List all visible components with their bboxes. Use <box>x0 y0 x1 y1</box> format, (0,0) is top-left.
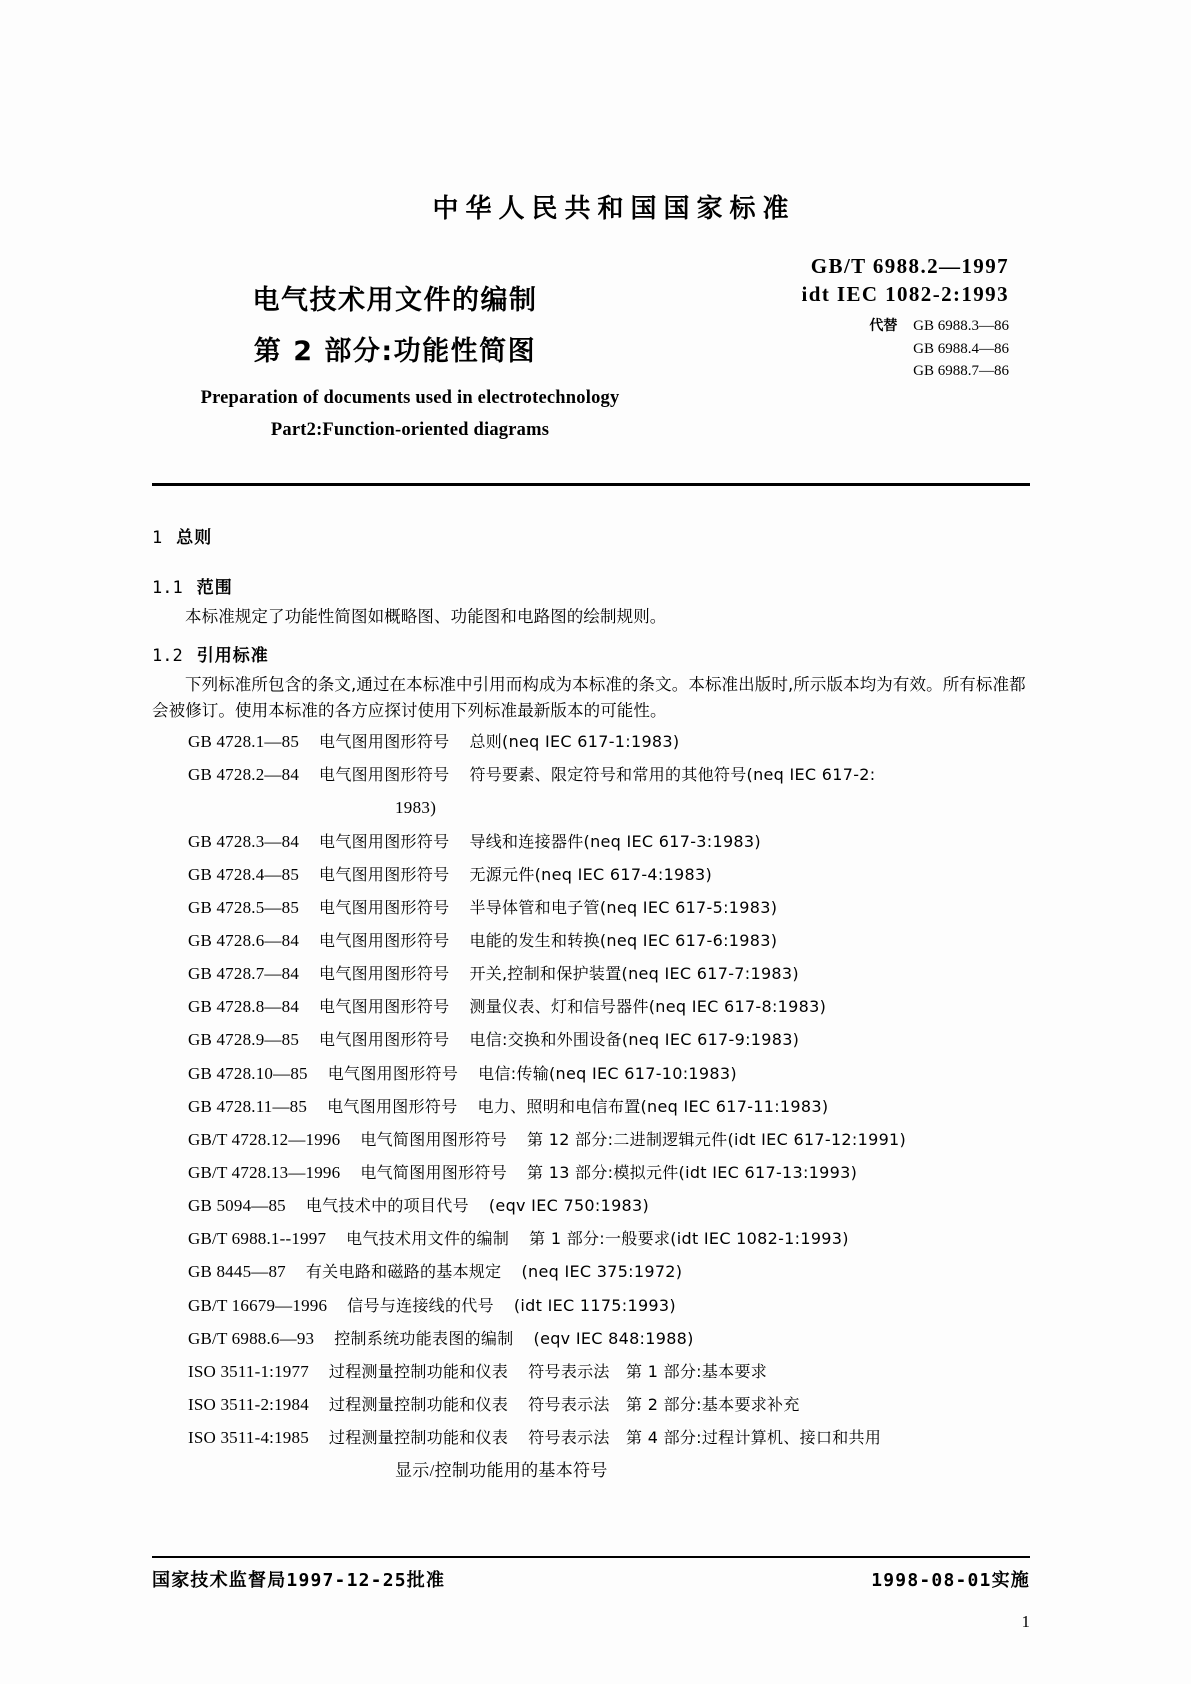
approval-date: 1997-12-25 <box>286 1570 407 1591</box>
reference-title-zh: 信号与连接线的代号 <box>347 1295 494 1315</box>
reference-code: GB 4728.1—85 <box>188 732 300 752</box>
clause-1-2-text: 下列标准所包含的条文,通过在本标准中引用而构成为本标准的条文。本标准出版时,所示版本均为有效。所有标准都会被修订。使用本标准的各方应探讨使用下列标准最新版本的可能性。 <box>152 674 1026 721</box>
reference-code: GB/T 6988.1--1997 <box>188 1229 327 1249</box>
standard-number-block <box>802 253 1009 309</box>
reference-continuation: 显示/控制功能用的基本符号 <box>395 1461 608 1481</box>
reference-item <box>152 825 1030 858</box>
reference-item <box>152 725 1030 758</box>
reference-title-zh: 电气图用图形符号 <box>319 897 450 917</box>
clause-1-heading <box>152 523 1030 548</box>
clause-1-title: 总则 <box>176 528 213 548</box>
reference-code: ISO 3511-4:1985 <box>188 1428 309 1448</box>
reference-title-zh: 电气图用图形符号 <box>319 831 450 851</box>
reference-item <box>152 891 1030 924</box>
reference-item <box>152 1255 1030 1288</box>
reference-code: GB/T 4728.12—1996 <box>188 1129 341 1149</box>
replaces-label: 代替 <box>869 318 898 334</box>
reference-title-zh: 电气简图用图形符号 <box>360 1162 508 1182</box>
clause-1-1-number: 1.1 <box>152 578 183 598</box>
reference-item <box>152 957 1030 990</box>
standard-number: GB/T 6988.2—1997 <box>810 254 1009 278</box>
effective-info <box>871 1566 1030 1592</box>
reference-item <box>152 1090 1030 1123</box>
reference-description: 第 13 部分:模拟元件(idt IEC 617-13:1993) <box>527 1162 858 1182</box>
reference-item <box>152 1322 1030 1355</box>
reference-code: GB 4728.10—85 <box>188 1063 308 1083</box>
reference-code: GB 4728.4—85 <box>188 864 300 884</box>
replaces-block <box>869 315 1009 383</box>
reference-title-zh: 过程测量控制功能和仪表 <box>328 1428 509 1448</box>
reference-code: GB 4728.11—85 <box>188 1096 308 1116</box>
reference-item <box>152 1388 1030 1421</box>
document-body <box>152 505 1030 1487</box>
reference-continuation: 1983) <box>395 798 437 818</box>
reference-item <box>152 1421 1030 1454</box>
clause-1-1-text: 本标准规定了功能性简图如概略图、功能图和电路图的绘制规则。 <box>185 607 667 626</box>
reference-item <box>152 1289 1030 1322</box>
reference-description: 电信:交换和外围设备(neq IEC 617-9:1983) <box>469 1030 800 1050</box>
replaces-item-2: GB 6988.7—86 <box>913 363 1009 379</box>
reference-description: 电能的发生和转换(neq IEC 617-6:1983) <box>469 931 778 950</box>
effective-suffix: 实施 <box>991 1570 1030 1591</box>
reference-title-zh: 电气图用图形符号 <box>319 1030 450 1050</box>
national-standard-title: 中华人民共和国国家标准 <box>432 194 796 224</box>
reference-description: 符号表示法 第 2 部分:基本要求补充 <box>528 1394 800 1414</box>
english-subtitle: Part2:Function-oriented diagrams <box>270 420 550 440</box>
reference-code: GB 4728.8—84 <box>188 997 300 1017</box>
reference-title-zh: 有关电路和磁路的基本规定 <box>305 1262 502 1282</box>
reference-code: ISO 3511-2:1984 <box>188 1394 309 1414</box>
reference-description: (eqv IEC 848:1988) <box>533 1328 694 1348</box>
reference-code: GB/T 6988.6—93 <box>188 1328 315 1348</box>
reference-code: GB/T 16679—1996 <box>188 1295 328 1315</box>
header-divider-rule <box>152 483 1030 486</box>
reference-description: 第 12 部分:二进制逻辑元件(idt IEC 617-12:1991) <box>527 1129 907 1149</box>
reference-title-zh: 过程测量控制功能和仪表 <box>328 1394 509 1414</box>
reference-description: 导线和连接器件(neq IEC 617-3:1983) <box>469 831 761 851</box>
footer-divider-rule <box>152 1556 1030 1558</box>
reference-description: 电信:传输(neq IEC 617-10:1983) <box>478 1063 737 1083</box>
reference-description: 符号表示法 第 1 部分:基本要求 <box>528 1361 768 1381</box>
reference-title-zh: 过程测量控制功能和仪表 <box>328 1361 509 1381</box>
clause-1-1-title: 范围 <box>196 578 233 598</box>
replaces-row-1 <box>869 338 1009 361</box>
reference-title-zh: 控制系统功能表图的编制 <box>334 1328 514 1348</box>
replaces-row-2 <box>869 360 1009 383</box>
reference-title-zh: 电气技术中的项目代号 <box>305 1196 469 1216</box>
clause-1-1-heading <box>152 573 1030 598</box>
reference-code: GB 4728.3—84 <box>188 831 300 851</box>
effective-date: 1998-08-01 <box>871 1570 992 1591</box>
standard-title-line2: 第 2 部分:功能性简图 <box>253 336 537 367</box>
reference-description: 测量仪表、灯和信号器件(neq IEC 617-8:1983) <box>469 997 827 1017</box>
referenced-standards-list <box>152 725 1030 1487</box>
standard-title-line1: 电气技术用文件的编制 <box>252 285 538 316</box>
reference-title-zh: 电气图用图形符号 <box>319 864 450 884</box>
reference-item <box>152 990 1030 1023</box>
reference-item <box>152 858 1030 891</box>
reference-code: GB 5094—85 <box>188 1196 286 1216</box>
reference-code: GB/T 4728.13—1996 <box>188 1162 341 1182</box>
replaces-item-0: GB 6988.3—86 <box>913 318 1009 334</box>
reference-item <box>152 1355 1030 1388</box>
reference-description: 电力、照明和电信布置(neq IEC 617-11:1983) <box>477 1096 829 1116</box>
reference-title-zh: 电气简图用图形符号 <box>360 1129 508 1149</box>
reference-description: 开关,控制和保护装置(neq IEC 617-7:1983) <box>469 964 799 984</box>
reference-code: GB 4728.2—84 <box>188 765 300 785</box>
clause-1-2-title: 引用标准 <box>196 645 269 666</box>
reference-item <box>152 1123 1030 1156</box>
page-number: 1 <box>1021 1612 1030 1631</box>
reference-item <box>152 924 1030 957</box>
english-title: Preparation of documents used in electrotechnology <box>200 388 620 408</box>
reference-title-zh: 电气图用图形符号 <box>327 1063 459 1083</box>
reference-code: GB 4728.6—84 <box>188 931 300 950</box>
reference-description: (eqv IEC 750:1983) <box>488 1196 650 1216</box>
reference-code: GB 4728.9—85 <box>188 1030 300 1050</box>
reference-title-zh: 电气图用图形符号 <box>319 964 450 984</box>
reference-code: GB 4728.7—84 <box>188 964 300 984</box>
reference-description: 符号表示法 第 4 部分:过程计算机、接口和共用 <box>528 1428 882 1448</box>
reference-item <box>152 1057 1030 1090</box>
reference-code: GB 4728.5—85 <box>188 897 300 917</box>
reference-title-zh: 电气图用图形符号 <box>319 931 450 950</box>
reference-description: 无源元件(neq IEC 617-4:1983) <box>469 864 713 884</box>
reference-title-zh: 电气图用图形符号 <box>319 732 450 752</box>
reference-title-zh: 电气图用图形符号 <box>319 765 450 785</box>
reference-description: 半导体管和电子管(neq IEC 617-5:1983) <box>469 897 778 917</box>
reference-title-zh: 电气技术用文件的编制 <box>346 1229 510 1249</box>
reference-title-zh: 电气图用图形符号 <box>319 997 450 1017</box>
reference-title-zh: 电气图用图形符号 <box>327 1096 458 1116</box>
reference-code: GB 8445—87 <box>188 1262 286 1282</box>
clause-1-2-heading <box>152 641 1030 666</box>
clause-1-number: 1 <box>152 528 163 548</box>
reference-description: 总则(neq IEC 617-1:1983) <box>469 732 680 752</box>
reference-item <box>152 1189 1030 1222</box>
clause-1-2-number: 1.2 <box>152 645 183 666</box>
idt-standard-number: idt IEC 1082-2:1993 <box>801 281 1009 306</box>
replaces-item-1: GB 6988.4—86 <box>913 340 1009 357</box>
reference-description: (neq IEC 375:1972) <box>521 1262 683 1282</box>
reference-description: 第 1 部分:一般要求(idt IEC 1082-1:1993) <box>529 1229 849 1249</box>
reference-description: 符号要素、限定符号和常用的其他符号(neq IEC 617-2: <box>469 765 876 785</box>
approval-info <box>152 1566 445 1592</box>
reference-code: ISO 3511-1:1977 <box>188 1361 309 1381</box>
approver-name: 国家技术监督局 <box>152 1570 287 1591</box>
reference-description: (idt IEC 1175:1993) <box>513 1295 676 1315</box>
reference-item <box>152 1156 1030 1189</box>
reference-item <box>152 1222 1030 1255</box>
replaces-row-0 <box>869 315 1009 338</box>
approval-suffix: 批准 <box>406 1570 446 1591</box>
reference-item <box>152 1023 1030 1056</box>
reference-item <box>152 758 1030 791</box>
